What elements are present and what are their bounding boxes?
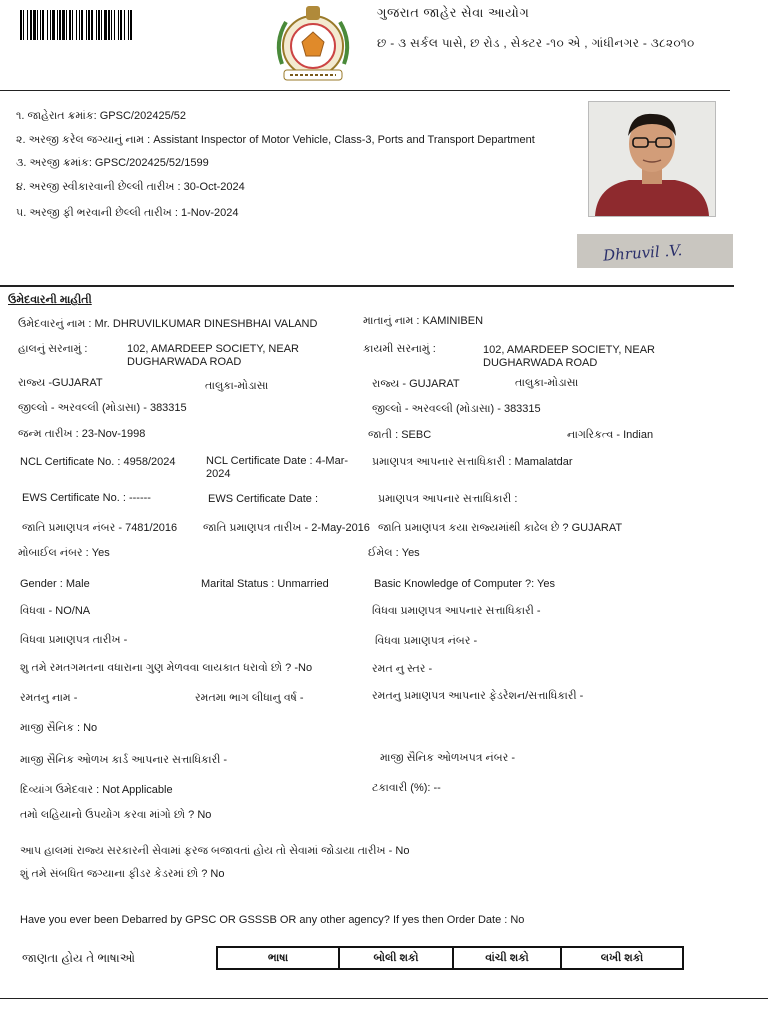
perm-address-line1: 102, AMARDEEP SOCIETY, NEAR <box>483 344 655 356</box>
ex-serviceman: માજી સૈનિક : No <box>20 722 98 734</box>
widow-authority: વિધવા પ્રમાણપત્ર આપનાર સત્તાધિકારી - <box>372 605 541 617</box>
barcode-icon <box>20 10 240 40</box>
sports-authority: રમતનુ પ્રમાણપત્ર આપનાર ફેડરેશન/સત્તાધિકારી - <box>372 690 584 702</box>
sports-name: રમતનુ નામ - <box>20 692 78 704</box>
state-current: રાજ્ય -GUJARAT <box>18 377 103 389</box>
org-address: છ - ૩ સર્કલ પાસે, છ રોડ , સેક્ટર -૧૦ એ , ગાંધીનગર - ૩૮૨૦૧૦ <box>377 36 695 50</box>
ncl-certificate-no: NCL Certificate No. : 4958/2024 <box>20 456 176 468</box>
org-title: ગુજરાત જાહેર સેવા આયોગ <box>377 5 530 20</box>
current-address-label: હાલનું સરનામું : <box>18 343 88 355</box>
lang-col-language: ભાષા <box>217 947 339 969</box>
caste-cert-state: જાતિ પ્રમાણપત્ર કયા રાજ્યમાંથી કાઢેલ છે ? GUJARAT <box>378 522 623 534</box>
last-date-fee: ૫. અરજી ફી ભરવાની છેલ્લી તારીખ : 1-Nov-2024 <box>16 207 239 219</box>
mother-name: માતાનું નામ : KAMINIBEN <box>363 315 484 327</box>
district-current: જીલ્લો - અરવલ્લી (મોડાસા) - 383315 <box>18 402 187 414</box>
lang-col-read: વાંચી શકો <box>453 947 561 969</box>
candidate-signature <box>577 234 733 268</box>
ews-certificate-date: EWS Certificate Date : <box>208 493 319 505</box>
sports-year: રમતમા ભાગ લીધાનુ વર્ષ - <box>195 692 304 704</box>
application-no: ૩. અરજી ક્રમાંક: GPSC/202425/52/1599 <box>16 157 209 169</box>
state-permanent: રાજ્ય - GUJARAT <box>372 378 460 390</box>
languages-label: જાણતા હોય તે ભાષાઓ <box>22 951 135 965</box>
candidate-name: ઉમેદવારનું નામ : Mr. DHRUVILKUMAR DINESHBHAI VALAND <box>18 318 318 330</box>
widow-cert-no: વિધવા પ્રમાણપત્ર નંબર - <box>375 635 478 647</box>
header-divider <box>0 90 730 91</box>
gender: Gender : Male <box>20 578 90 590</box>
pwd-candidate: દિવ્યાંગ ઉમેદવાર : Not Applicable <box>20 784 173 796</box>
candidate-photo <box>588 101 716 217</box>
ncl-authority: પ્રમાણપત્ર આપનાર સત્તાધિકારી : Mamalatdar <box>372 456 573 468</box>
caste: જાતી : SEBC <box>368 429 432 441</box>
govt-service-joining: આપ હાલમાં રાજ્ય સરકારની સેવામાં ફરજ બજાવતાં હોય તો સેવામાં જોડાયા તારીખ - No <box>20 845 410 857</box>
taluka-permanent: તાલુકા-મોડાસા <box>515 377 579 389</box>
perm-address-line2: DUGHARWADA ROAD <box>483 357 598 369</box>
footer-divider <box>0 998 768 999</box>
widow-cert-date: વિધવા પ્રમાણપત્ર તારીખ - <box>20 634 128 646</box>
sports-eligibility: શુ તમે રમતગમતના વધારાના ગુણ મેળવવા લાયકાત ધરાવો છો ? -No <box>20 662 313 674</box>
marital-status: Marital Status : Unmarried <box>201 578 329 590</box>
email: ઈમેલ : Yes <box>368 547 420 559</box>
ews-certificate-no: EWS Certificate No. : ------ <box>22 492 151 504</box>
ncl-certificate-date: NCL Certificate Date : 4-Mar- <box>206 455 349 467</box>
ncl-certificate-date-year: 2024 <box>206 468 231 480</box>
caste-cert-date: જાતિ પ્રમાણપત્ર તારીખ - 2-May-2016 <box>203 522 370 534</box>
lang-col-speak: બોલી શકો <box>339 947 453 969</box>
taluka-current: તાલુકા-મોડાસા <box>205 380 269 392</box>
ex-serviceman-card-no: માજી સૈનિક ઓળખપત્ર નંબર - <box>380 752 515 764</box>
caste-cert-no: જાતિ પ્રમાણપત્ર નંબર - 7481/2016 <box>22 522 178 534</box>
district-permanent: જીલ્લો - અરવલ્લી (મોડાસા) - 383315 <box>372 403 541 415</box>
scribe: તમો લહિયાનો ઉપયોગ કરવા માંગો છો ? No <box>20 809 212 821</box>
sports-level: રમત નુ સ્તર - <box>372 663 433 675</box>
lang-col-write: લખી શકો <box>561 947 683 969</box>
advt-no: ૧. જાહેરાત ક્રમાંક: GPSC/202425/52 <box>16 110 186 122</box>
section-title: ઉમેદવારની માહીતી <box>8 294 92 306</box>
gpsc-seal-icon <box>268 2 358 87</box>
debarred: Have you ever been Debarred by GPSC OR GSSSB OR any other agency? If yes then Order Date : No <box>20 914 525 926</box>
mobile: મોબાઈલ નંબર : Yes <box>18 547 110 559</box>
languages-table <box>216 946 684 970</box>
post-name: ૨. અરજી કરેલ જગ્યાનું નામ : Assistant Inspector of Motor Vehicle, Class-3, Ports and Transport Department <box>16 134 535 146</box>
widow: વિધવા - NO/NA <box>20 605 91 617</box>
current-address-line2: DUGHARWADA ROAD <box>127 356 242 368</box>
signature-text: Dhruvil .V. <box>602 241 683 265</box>
current-address-line1: 102, AMARDEEP SOCIETY, NEAR <box>127 343 299 355</box>
last-date-apply: ૪. અરજી સ્વીકારવાની છેલ્લી તારીખ : 30-Oct-2024 <box>16 181 245 193</box>
perm-address-label: કાયમી સરનામું : <box>363 343 436 355</box>
nationality: નાગરિકત્વ - Indian <box>567 429 654 441</box>
date-of-birth: જન્મ તારીખ : 23-Nov-1998 <box>18 428 146 440</box>
section-divider <box>0 285 734 287</box>
pwd-percentage: ટકાવારી (%): -- <box>372 782 441 794</box>
ews-authority: પ્રમાણપત્ર આપનાર સત્તાધિકારી : <box>378 493 518 505</box>
table-row <box>217 947 683 969</box>
feeder-cadre: શું તમે સંબધિત જગ્યાના ફીડર કેડરમાં છો ? No <box>20 868 225 880</box>
ex-serviceman-card-authority: માજી સૈનિક ઓળખ કાર્ડ આપનાર સત્તાધિકારી - <box>20 754 228 766</box>
computer-knowledge: Basic Knowledge of Computer ?: Yes <box>374 578 556 590</box>
